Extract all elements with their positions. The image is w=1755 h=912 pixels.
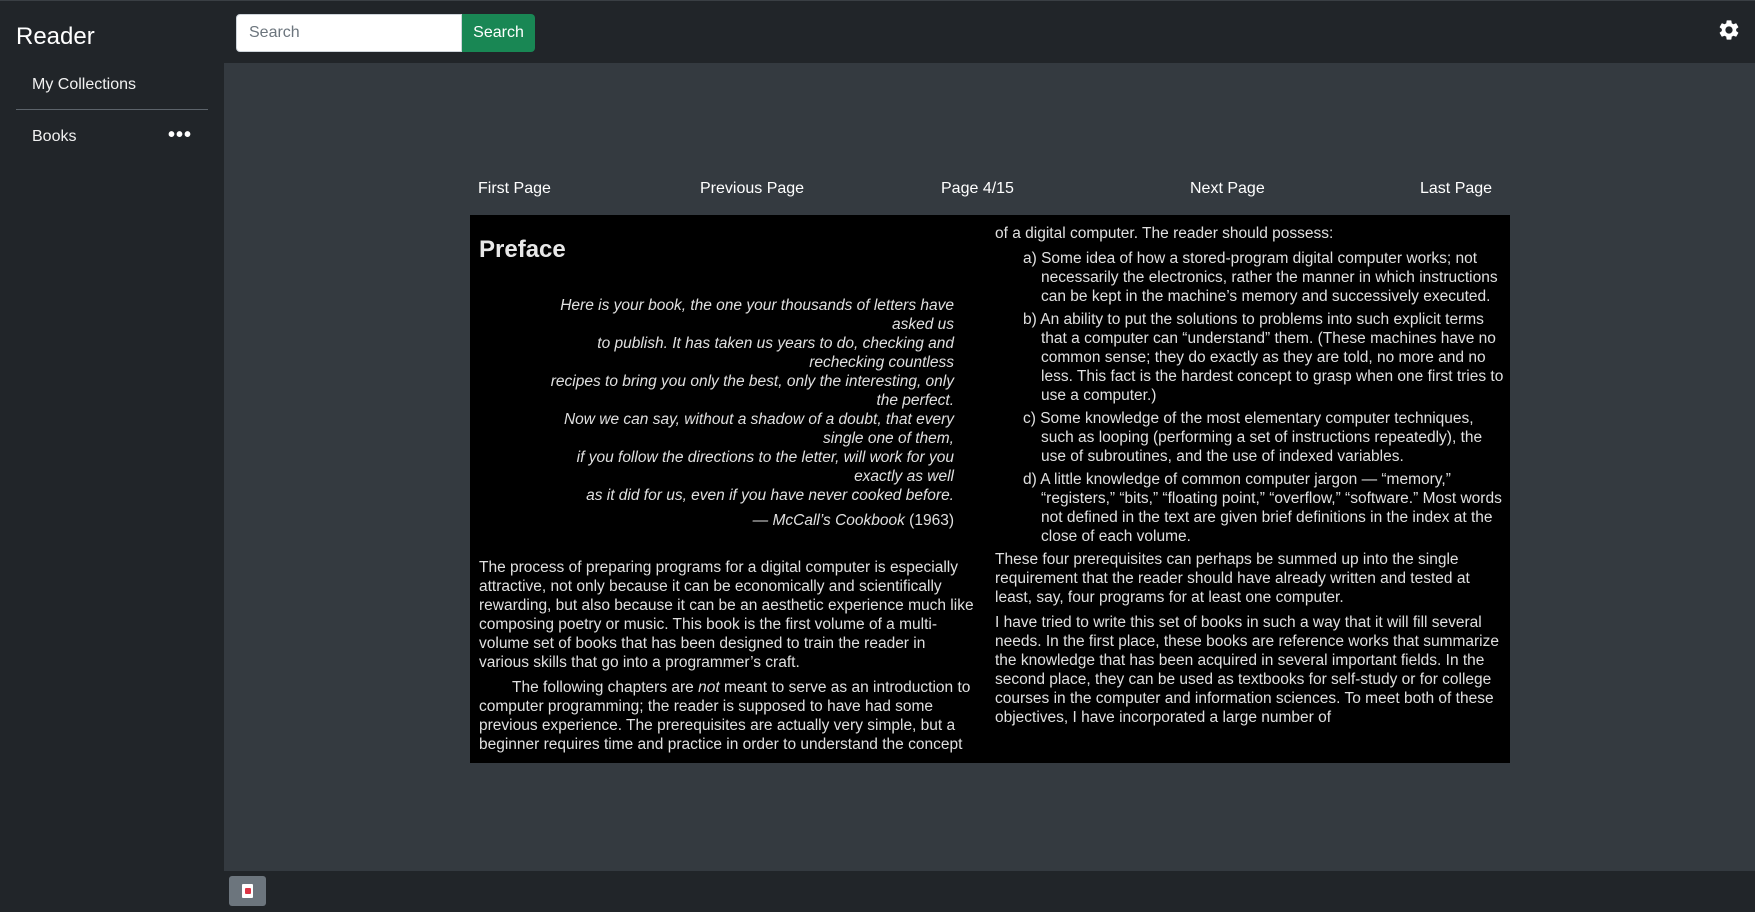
paragraph-text: The following chapters are bbox=[512, 679, 699, 696]
document-icon[interactable] bbox=[229, 876, 266, 906]
app-brand[interactable]: Reader bbox=[16, 23, 95, 50]
epigraph-line: Here is your book, the one your thousands of letters have asked us bbox=[560, 297, 954, 333]
list-item: c) Some knowledge of the most elementary computer techniques, such as looping (performing a set of instructions repeatedly), the use of subroutines, and the use of indexed variables. bbox=[1023, 410, 1483, 465]
sidebar bbox=[0, 0, 224, 912]
next-page-link[interactable]: Next Page bbox=[1190, 180, 1265, 197]
first-page-link[interactable]: First Page bbox=[478, 180, 551, 197]
prerequisite-list bbox=[1023, 249, 1505, 546]
page-navigation bbox=[470, 180, 1510, 210]
previous-page-link[interactable]: Previous Page bbox=[700, 180, 805, 197]
epigraph-line: Now we can say, without a shadow of a doubt, that every single one of them, bbox=[563, 411, 954, 447]
ellipsis-icon[interactable]: ••• bbox=[168, 124, 193, 146]
epigraph-line: as it did for us, even if you have never cooked before. bbox=[586, 487, 954, 504]
page-indicator: Page 4/15 bbox=[941, 180, 1014, 197]
footer-bar bbox=[224, 871, 1755, 912]
paragraph-text: meant to serve as an introduction to computer programming; the reader is supposed to have had some previous experience. The prerequisites are actually very simple, but a beginner requires time and practice in order to understand the concept bbox=[479, 679, 971, 753]
attribution-dash: — bbox=[752, 512, 773, 529]
reader-area bbox=[224, 63, 1755, 871]
search-input[interactable] bbox=[236, 14, 462, 52]
epigraph-line: to publish. It has taken us years to do, checking and rechecking countless bbox=[597, 335, 954, 371]
epigraph-attribution bbox=[479, 511, 954, 530]
epigraph bbox=[529, 296, 954, 505]
paragraph: These four prerequisites can perhaps be summed up into the single requirement that the reader should have already written and tested at least, say, four programs for at least one computer. bbox=[995, 551, 1470, 606]
paragraph bbox=[479, 678, 979, 754]
page-column-right bbox=[995, 224, 1505, 733]
list-item: a) Some idea of how a stored-program digital computer works; not necessarily the electronics, rather the manner in which instructions can be kept in the machine’s memory and successively executed. bbox=[1023, 250, 1498, 305]
list-item: b) An ability to put the solutions to problems into such explicit terms that a computer can “understand” them. (These machines have no common sense; they do exactly as they are told, no more and no less. This fact is the hardest concept to grasp when one first tries to use a computer.) bbox=[1023, 311, 1504, 404]
page-column-left bbox=[479, 215, 979, 760]
top-bar bbox=[224, 0, 1755, 63]
paragraph: The process of preparing programs for a digital computer is especially attractive, not only because it can be economically and scientifically rewarding, but also because it can be an aesthetic experience much like composing poetry or music. This book is the first volume of a multi-volume set of books that has been designed to train the reader in various skills that go into a programmer’s craft. bbox=[479, 559, 974, 671]
attribution-source: McCall’s Cookbook bbox=[772, 512, 905, 529]
sidebar-item-books[interactable]: Books bbox=[32, 128, 77, 145]
book-page bbox=[470, 215, 1510, 763]
epigraph-line: if you follow the directions to the letter, will work for you exactly as well bbox=[576, 449, 954, 485]
epigraph-line: recipes to bring you only the best, only the interesting, only the perfect. bbox=[550, 373, 954, 409]
list-item: d) A little knowledge of common computer jargon — “memory,” “registers,” “bits,” “floating point,” “overflow,” “software.” Most words not defined in the text are given brief definitions in the index at the close of each volume. bbox=[1023, 471, 1502, 545]
emphasis-text: not bbox=[698, 679, 720, 696]
search-button[interactable]: Search bbox=[462, 14, 535, 52]
paragraph: of a digital computer. The reader should possess: bbox=[995, 225, 1334, 242]
sidebar-item-my-collections[interactable]: My Collections bbox=[32, 76, 137, 93]
chapter-title: Preface bbox=[479, 236, 566, 263]
paragraph: I have tried to write this set of books in such a way that it will fill several needs. In the first place, these books are reference works that summarize the knowledge that has been acquired in several important fields. In the second place, they can be used as textbooks for self-study or for college courses in the computer and information sciences. To meet both of these objectives, I have incorporated a large number of bbox=[995, 614, 1499, 726]
sidebar-divider bbox=[16, 109, 208, 110]
last-page-link[interactable]: Last Page bbox=[1420, 180, 1493, 197]
attribution-year: (1963) bbox=[904, 512, 954, 529]
gear-icon[interactable] bbox=[1717, 18, 1741, 42]
